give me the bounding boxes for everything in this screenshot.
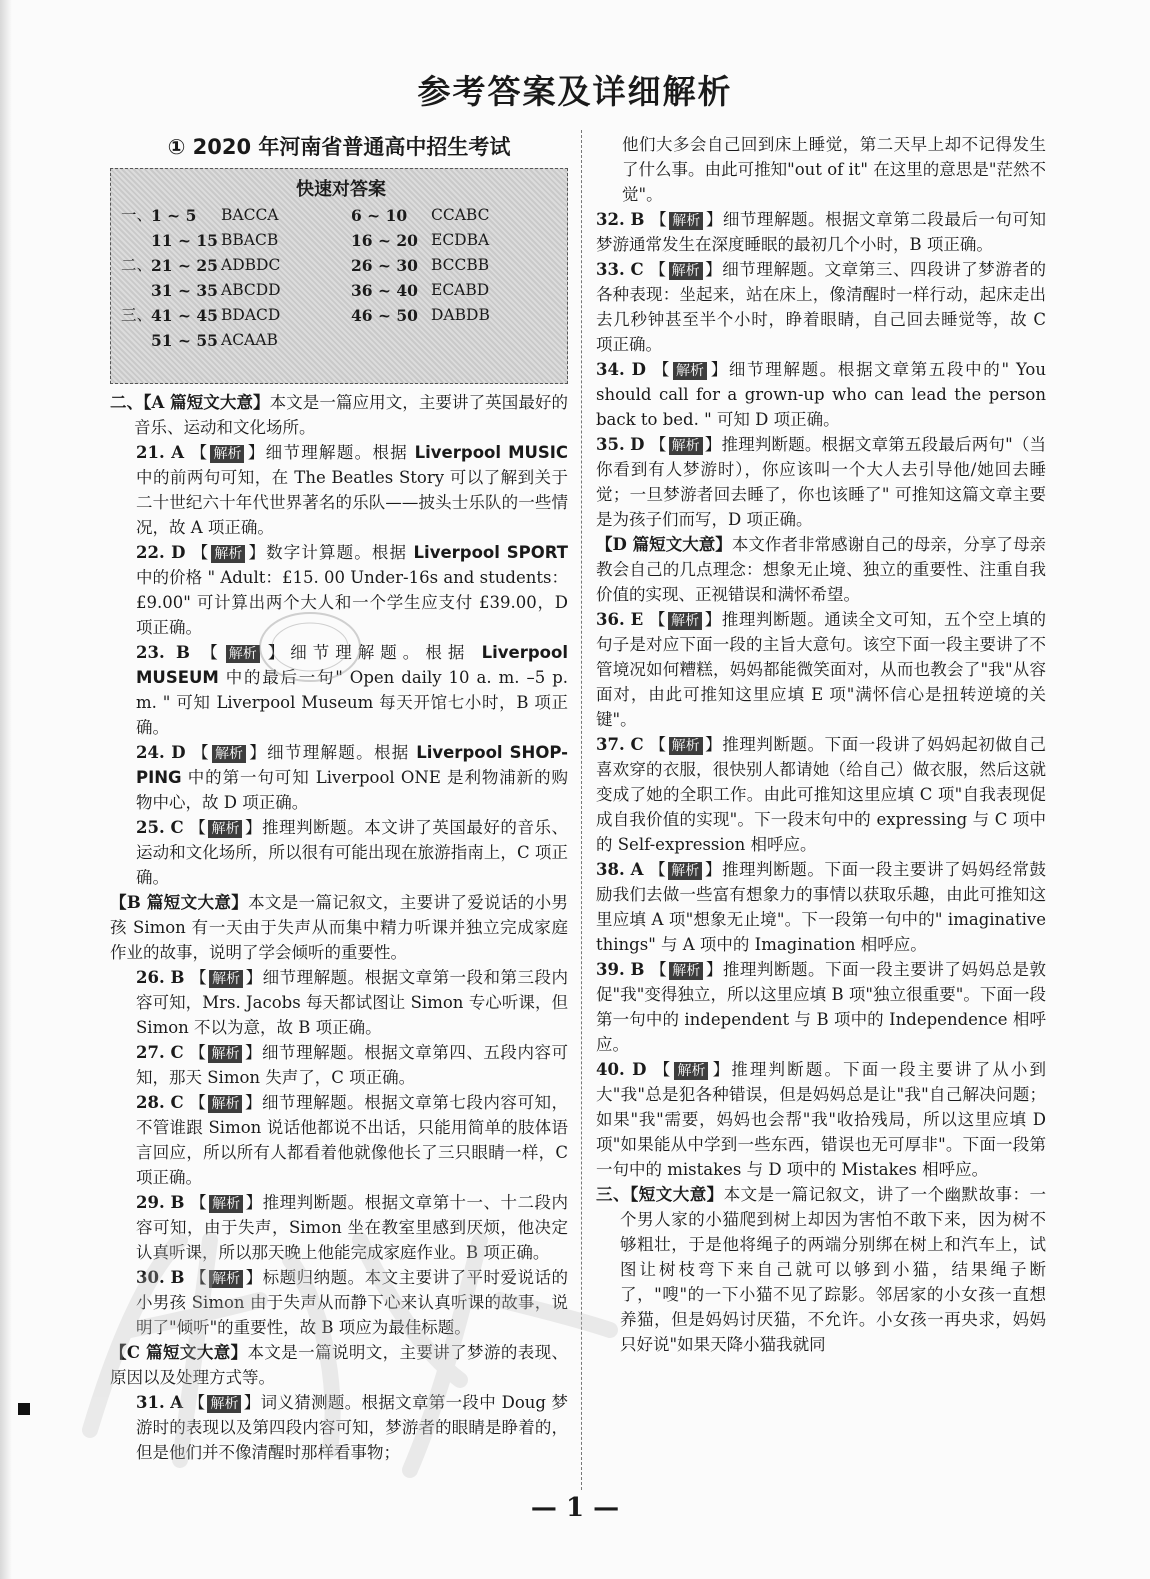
question-number: 34.: [596, 360, 625, 379]
section-summary-text: 本文是一篇应用文，主要讲了英国最好的音乐、运动和文化场所。: [134, 393, 569, 437]
answer-item-26: 26. B 【 解析 】细节理解题。根据文章第一段和第三段内容可知，Mrs. Jacobs 每天都试图让 Simon 专心听课，但 Simon 不以为意，故 B 项正确。: [136, 968, 569, 1037]
page-edge-shadow: [0, 0, 12, 1579]
explanation-text: 词义猜测题。根据文章第一段中 Doug 梦游时的表现以及第四段内容可知，梦游者的眼睛是睁着的，但是他们并不像清醒时那样看事物；: [136, 1393, 569, 1462]
explanation-text: 细节理解题。根据文章第一段和第三段内容可知，Mrs. Jacobs 每天都试图让 Simon 专心听课，但 Simon 不以为意，故 B 项正确。: [136, 968, 569, 1037]
explanation-text: 他们大多会自己回到床上睡觉，第二天早上却不记得发生了什么事。由此可推知"out of it" 在这里的意思是"茫然不觉"。: [622, 135, 1046, 204]
quick-answer-title: 快速对答案: [296, 179, 386, 200]
section-summary-text: 本文是一篇记叙文，主要讲了爱说话的小男孩 Simon 有一天由于失声从而集中精力听课并独立完成家庭作业的故事，说明了学会倾听的重要性。: [110, 893, 568, 962]
answer-item-36: 36. E 【 解析 】推理判断题。通读全文可知，五个空上填的句子是对应下面一段的主旨大意句。该空下面一段主要讲了不管境况如何糟糕，妈妈都能微笑面对，从而也教会了"我"从容面对，由此可推知这里应填 E 项"满怀信心是扭转逆境的关键"。: [596, 610, 1047, 729]
section-summary-text: 本文作者非常感谢自己的母亲，分享了母亲教会自己的几点理念：想象无止境、独立的重要性、注重自我价值的实现、正视错误和满怀希望。: [596, 535, 1046, 604]
answer-letters: ACAAB: [221, 331, 278, 349]
answer-item-24: 24. D 【 解析 】细节理解题。根据 Liverpool SHOP-PING 中的第一句可知 Liverpool ONE 是利物浦新的购物中心，故 D 项正确。: [136, 743, 569, 812]
keyword: Liverpool MUSIC: [414, 443, 569, 462]
explanation-text: 细节理解题。根据: [265, 443, 415, 462]
analysis-tag: 解析: [674, 1062, 708, 1080]
analysis-tag: 解析: [209, 1270, 243, 1288]
analysis-tag: 解析: [669, 212, 703, 230]
answer-letter: B: [175, 643, 190, 662]
question-number: 29.: [136, 1193, 165, 1212]
answer-letter: C: [170, 1093, 184, 1112]
left-column: [110, 132, 568, 1465]
answer-item-29: 29. B 【 解析 】推理判断题。根据文章第十一、十二段内容可知，由于失声，Simon 坐在教室里感到厌烦，他决定认真听课，所以那天晚上他能完成家庭作业。B 项正确。: [136, 1193, 569, 1262]
answer-item-31-continued: [596, 132, 1046, 207]
answer-letters: ADBDC: [221, 256, 281, 274]
analysis-tag: 解析: [208, 820, 242, 838]
answer-letter: D: [631, 360, 646, 379]
analysis-tag: 解析: [669, 962, 703, 980]
analysis-tag: 解析: [209, 970, 243, 988]
explanation-text: 中的价格 " Adult：£15. 00 Under-16s and students：£9.00" 可计算出两个大人和一个学生应支付 £39.00，D 项正确。: [136, 568, 568, 637]
analysis-tag: 解析: [207, 1395, 241, 1413]
analysis-tag: 解析: [226, 645, 260, 663]
section-heading: 【C 篇短文大意】: [110, 1343, 248, 1362]
answer-letter: B: [170, 1193, 185, 1212]
answer-letters: DABDB: [431, 306, 490, 324]
answer-item-23: 23. B 【 解析 】细节理解题。根据 Liverpool MUSEUM 中的最后一句" Open daily 10 a. m. –5 p. m. " 可知 Liverpool Museum 每天开馆七小时，B 项正确。: [136, 643, 569, 737]
answer-letters: BCCBB: [431, 256, 490, 274]
answer-item-40: 40. D 【 解析 】推理判断题。下面一段主要讲了从小到大"我"总是犯各种错误，但是妈妈总是让"我"自己解决问题；如果"我"需要，妈妈也会帮"我"收拾残局，所以这里应填 D 项"如果能从中学到一些东西，错误也无可厚非"。下面一段第一句中的 mistakes 与 D 项中的 Mistakes 相呼应。: [596, 1060, 1047, 1179]
section-d-summary: [596, 532, 1046, 607]
answer-letter: A: [630, 860, 644, 879]
answer-letter: B: [170, 968, 185, 987]
explanation-text: 推理判断题。根据文章第十一、十二段内容可知，由于失声，Simon 坐在教室里感到厌烦，他决定认真听课，所以那天晚上他能完成家庭作业。B 项正确。: [136, 1193, 569, 1262]
answer-letter: A: [171, 443, 185, 462]
answer-letter: C: [170, 818, 184, 837]
answer-letter: B: [630, 210, 645, 229]
answer-range: 31 ~ 35: [151, 281, 218, 300]
explanation-text: 标题归纳题。本文主要讲了平时爱说话的小男孩 Simon 由于失声从而静下心来认真听课的故事，说明了"倾听"的重要性，故 B 项应为最佳标题。: [136, 1268, 569, 1337]
explanation-text: 数字计算题。根据: [266, 543, 414, 562]
answer-range: 21 ~ 25: [151, 256, 218, 275]
answer-item-33: 33. C 【 解析 】细节理解题。文章第三、四段讲了梦游者的各种表现：坐起来，站在床上，像清醒时一样行动，起床走出去几秒钟甚至半个小时，睁着眼睛，自己回去睡觉等，故 C 项正确。: [596, 260, 1047, 354]
page-number: — 1 —: [530, 1493, 620, 1523]
answer-letter: B: [170, 1268, 185, 1287]
column-divider: [581, 130, 582, 1490]
answer-row: [121, 303, 561, 328]
answer-letter: D: [171, 743, 186, 762]
answer-letters: CCABC: [431, 206, 490, 224]
answer-letter: D: [630, 435, 645, 454]
answer-letter: C: [630, 735, 644, 754]
explanation-text: 推理判断题。下面一段主要讲了从小到大"我"总是犯各种错误，但是妈妈总是让"我"自己解决问题；如果"我"需要，妈妈也会帮"我"收拾残局，所以这里应填 D 项"如果能从中学到一些东西，错误也无可厚非"。下面一段第一句中的 mistakes 与 D 项中的 Mistakes 相呼应。: [596, 1060, 1047, 1179]
question-number: 39.: [596, 960, 625, 979]
answer-letter: C: [170, 1043, 184, 1062]
section-three-summary: [596, 1182, 1046, 1357]
answer-item-28: 28. C 【 解析 】细节理解题。根据文章第七段内容可知，不管谁跟 Simon 说话他都说不出话，只能用简单的肢体语言回应，所以所有人都看着他就像他长了三只眼睛一样，C 项正确。: [136, 1093, 569, 1187]
answer-range: 51 ~ 55: [151, 331, 218, 350]
answer-row: [121, 203, 561, 228]
page-title: 参考答案及详细解析: [417, 72, 733, 111]
explanation-text: 细节理解题。根据: [267, 743, 417, 762]
answer-range: 11 ~ 15: [151, 231, 218, 250]
answer-range: 46 ~ 50: [351, 306, 418, 325]
analysis-tag: 解析: [668, 862, 702, 880]
answer-range: 1 ~ 5: [151, 206, 197, 225]
answer-section-label: 三、: [121, 306, 153, 324]
answer-letter: D: [171, 543, 186, 562]
answer-item-21: 21. A 【 解析 】细节理解题。根据 Liverpool MUSIC 中的前两句可知，在 The Beatles Story 可以了解到关于二十世纪六十年代世界著名的乐队——披头士乐队的一些情况，故 A 项正确。: [136, 443, 569, 537]
answer-row: [121, 228, 561, 253]
keyword: Liverpool MUSEUM: [136, 643, 569, 687]
explanation-text: 推理判断题。下面一段主要讲了妈妈经常鼓励我们去做一些富有想象力的事情以获取乐趣，由此可推知这里应填 A 项"想象无止境"。下一段第一句中的" imaginative things" 与 A 项中的 Imagination 相呼应。: [596, 860, 1047, 954]
section-heading: 二、【A 篇短文大意】: [110, 393, 270, 412]
answer-letter: A: [170, 1393, 184, 1412]
answer-range: 16 ~ 20: [351, 231, 418, 250]
section-b-summary: [110, 890, 568, 965]
answer-letter: E: [630, 610, 644, 629]
explanation-text: 中的最后一句" Open daily 10 a. m. –5 p. m. " 可知 Liverpool Museum 每天开馆七小时，B 项正确。: [136, 668, 568, 737]
answer-section-label: 二、: [121, 256, 153, 274]
question-number: 26.: [136, 968, 165, 987]
explanation-text: 细节理解题。根据文章第七段内容可知，不管谁跟 Simon 说话他都说不出话，只能用简单的肢体语言回应，所以所有人都看着他就像他长了三只眼睛一样，C 项正确。: [136, 1093, 569, 1187]
section-c-summary: [110, 1340, 568, 1390]
analysis-tag: 解析: [210, 445, 244, 463]
question-number: 38.: [596, 860, 625, 879]
question-number: 22.: [136, 543, 165, 562]
side-marker: [18, 1403, 30, 1415]
analysis-tag: 解析: [673, 362, 707, 380]
answer-item-38: 38. A 【 解析 】推理判断题。下面一段主要讲了妈妈经常鼓励我们去做一些富有想象力的事情以获取乐趣，由此可推知这里应填 A 项"想象无止境"。下一段第一句中的" imaginative things" 与 A 项中的 Imagination 相呼应。: [596, 860, 1047, 954]
answer-range: 26 ~ 30: [351, 256, 418, 275]
section-heading: 【D 篇短文大意】: [596, 535, 732, 554]
answer-item-22: 22. D 【 解析 】数字计算题。根据 Liverpool SPORT 中的价格 " Adult：£15. 00 Under-16s and students：£9.00" 可计算出两个大人和一个学生应支付 £39.00，D 项正确。: [136, 543, 569, 637]
question-number: 30.: [136, 1268, 165, 1287]
answer-item-39: 39. B 【 解析 】推理判断题。下面一段主要讲了妈妈总是敦促"我"变得独立，所以这里应填 B 项"独立很重要"。下面一段第一句中的 independent 与 B 项中的 Independence 相呼应。: [596, 960, 1047, 1054]
answer-letter: D: [632, 1060, 647, 1079]
analysis-tag: 解析: [669, 437, 703, 455]
question-number: 32.: [596, 210, 625, 229]
explanation-text: 中的第一句可知 Liverpool ONE 是利物浦新的购物中心，故 D 项正确。: [136, 768, 568, 812]
answer-letters: ECDBA: [431, 231, 490, 249]
explanation-text: 细节理解题。根据: [290, 643, 482, 662]
answer-item-27: 27. C 【 解析 】细节理解题。根据文章第四、五段内容可知，那天 Simon 失声了，C 项正确。: [136, 1043, 569, 1087]
answer-item-31: 31. A 【 解析 】词义猜测题。根据文章第一段中 Doug 梦游时的表现以及第四段内容可知，梦游者的眼睛是睁着的，但是他们并不像清醒时那样看事物；: [136, 1393, 569, 1462]
answer-range: 41 ~ 45: [151, 306, 218, 325]
explanation-text: 细节理解题。根据文章第五段中的" You should call for a grown-up who can lead the person back to bed. " 可知 D 项正确。: [596, 360, 1046, 429]
analysis-tag: 解析: [668, 612, 702, 630]
analysis-tag: 解析: [211, 545, 245, 563]
question-number: 35.: [596, 435, 625, 454]
analysis-tag: 解析: [208, 1095, 242, 1113]
answer-letters: BDACD: [221, 306, 281, 324]
analysis-tag: 解析: [669, 737, 703, 755]
section-heading: 三、【短文大意】: [596, 1185, 724, 1204]
answer-letter: C: [630, 260, 644, 279]
answer-section-label: 一、: [121, 206, 153, 224]
section-a-summary: [110, 390, 568, 440]
question-number: 28.: [136, 1093, 165, 1112]
answer-letters: ECABD: [431, 281, 490, 299]
question-number: 40.: [596, 1060, 625, 1079]
answer-item-35: 35. D 【 解析 】推理判断题。根据文章第五段最后两句"（当你看到有人梦游时），你应该叫一个大人去引导他/她回去睡觉；一旦梦游者回去睡了，你也该睡了" 可推知这篇文章主要是为孩子们而写，D 项正确。: [596, 435, 1047, 529]
answer-range: 6 ~ 10: [351, 206, 408, 225]
analysis-tag: 解析: [669, 262, 703, 280]
explanation-text: 细节理解题。根据文章第四、五段内容可知，那天 Simon 失声了，C 项正确。: [136, 1043, 569, 1087]
question-number: 23.: [136, 643, 165, 662]
answer-item-30: 30. B 【 解析 】标题归纳题。本文主要讲了平时爱说话的小男孩 Simon 由于失声从而静下心来认真听课的故事，说明了"倾听"的重要性，故 B 项应为最佳标题。: [136, 1268, 569, 1337]
keyword: Liverpool SPORT: [413, 543, 569, 562]
question-number: 36.: [596, 610, 625, 629]
exam-title: ① 2020 年河南省普通高中招生考试: [167, 135, 511, 159]
question-number: 33.: [596, 260, 625, 279]
question-number: 37.: [596, 735, 625, 754]
answer-letter: B: [630, 960, 645, 979]
explanation-text: 推理判断题。通读全文可知，五个空上填的句子是对应下面一段的主旨大意句。该空下面一段主要讲了不管境况如何糟糕，妈妈都能微笑面对，从而也教会了"我"从容面对，由此可推知这里应填 E 项"满怀信心是扭转逆境的关键"。: [596, 610, 1047, 729]
answer-item-37: 37. C 【 解析 】推理判断题。下面一段讲了妈妈起初做自己喜欢穿的衣服，很快别人都请她（给自己）做衣服，然后这就变成了她的全职工作。由此可推知这里应填 C 项"自我表现促成自我价值的实现"。下一段末句中的 expressing 与 C 项中的 Self-expression 相呼应。: [596, 735, 1047, 854]
explanation-text: 推理判断题。下面一段主要讲了妈妈总是敦促"我"变得独立，所以这里应填 B 项"独立很重要"。下面一段第一句中的 independent 与 B 项中的 Independence 相呼应。: [596, 960, 1047, 1054]
question-number: 25.: [136, 818, 165, 837]
answer-row: [121, 278, 561, 303]
section-summary-text: 本文是一篇说明文，主要讲了梦游的表现、原因以及处理方式等。: [110, 1343, 568, 1387]
answer-item-32: 32. B 【 解析 】细节理解题。根据文章第二段最后一句可知梦游通常发生在深度睡眠的最初几个小时，B 项正确。: [596, 210, 1047, 254]
explanation-text: 推理判断题。本文讲了英国最好的音乐、运动和文化场所，所以很有可能出现在旅游指南上，C 项正确。: [136, 818, 569, 887]
answer-item-25: 25. C 【 解析 】推理判断题。本文讲了英国最好的音乐、运动和文化场所，所以很有可能出现在旅游指南上，C 项正确。: [136, 818, 569, 887]
answer-range: 36 ~ 40: [351, 281, 418, 300]
answer-row: [121, 253, 561, 278]
answer-letters: ABCDD: [221, 281, 281, 299]
question-number: 24.: [136, 743, 165, 762]
keyword: Liverpool SHOP-PING: [136, 743, 569, 787]
analysis-tag: 解析: [212, 745, 246, 763]
answer-item-34: 34. D 【 解析 】细节理解题。根据文章第五段中的" You should call for a grown-up who can lead the person back to bed. " 可知 D 项正确。: [596, 360, 1046, 429]
question-number: 31.: [136, 1393, 165, 1412]
analysis-tag: 解析: [209, 1195, 243, 1213]
quick-answer-box: [110, 168, 568, 384]
answer-row: [121, 328, 561, 353]
explanation-text: 推理判断题。根据文章第五段最后两句"（当你看到有人梦游时），你应该叫一个大人去引导他/她回去睡觉；一旦梦游者回去睡了，你也该睡了" 可推知这篇文章主要是为孩子们而写，D 项正确。: [596, 435, 1047, 529]
section-summary-text: 本文是一篇记叙文，讲了一个幽默故事：一个男人家的小猫爬到树上却因为害怕不敢下来，因为树不够粗壮，于是他将绳子的两端分别绑在树上和汽车上，试图让树枝弯下来自己就可以够到小猫，结果绳子断了，"嗖"的一下小猫不见了踪影。邻居家的小女孩一直想养猫，但是妈妈讨厌猫，不允许。小女孩一再央求，妈妈只好说"如果天降小猫我就同: [620, 1185, 1047, 1354]
analysis-tag: 解析: [208, 1045, 242, 1063]
answer-letters: BACCA: [221, 206, 279, 224]
section-heading: 【B 篇短文大意】: [110, 893, 249, 912]
answer-letters: BBACB: [221, 231, 279, 249]
explanation-text: 细节理解题。文章第三、四段讲了梦游者的各种表现：坐起来，站在床上，像清醒时一样行动，起床走出去几秒钟甚至半个小时，睁着眼睛，自己回去睡觉等，故 C 项正确。: [596, 260, 1047, 354]
explanation-text: 推理判断题。下面一段讲了妈妈起初做自己喜欢穿的衣服，很快别人都请她（给自己）做衣服，然后这就变成了她的全职工作。由此可推知这里应填 C 项"自我表现促成自我价值的实现"。下一段末句中的 expressing 与 C 项中的 Self-expression 相呼应。: [596, 735, 1047, 854]
explanation-text: 中的前两句可知，在 The Beatles Story 可以了解到关于二十世纪六十年代世界著名的乐队——披头士乐队的一些情况，故 A 项正确。: [136, 468, 568, 537]
explanation-text: 细节理解题。根据文章第二段最后一句可知梦游通常发生在深度睡眠的最初几个小时，B 项正确。: [596, 210, 1047, 254]
question-number: 21.: [136, 443, 165, 462]
right-column: [596, 132, 1046, 1357]
question-number: 27.: [136, 1043, 165, 1062]
